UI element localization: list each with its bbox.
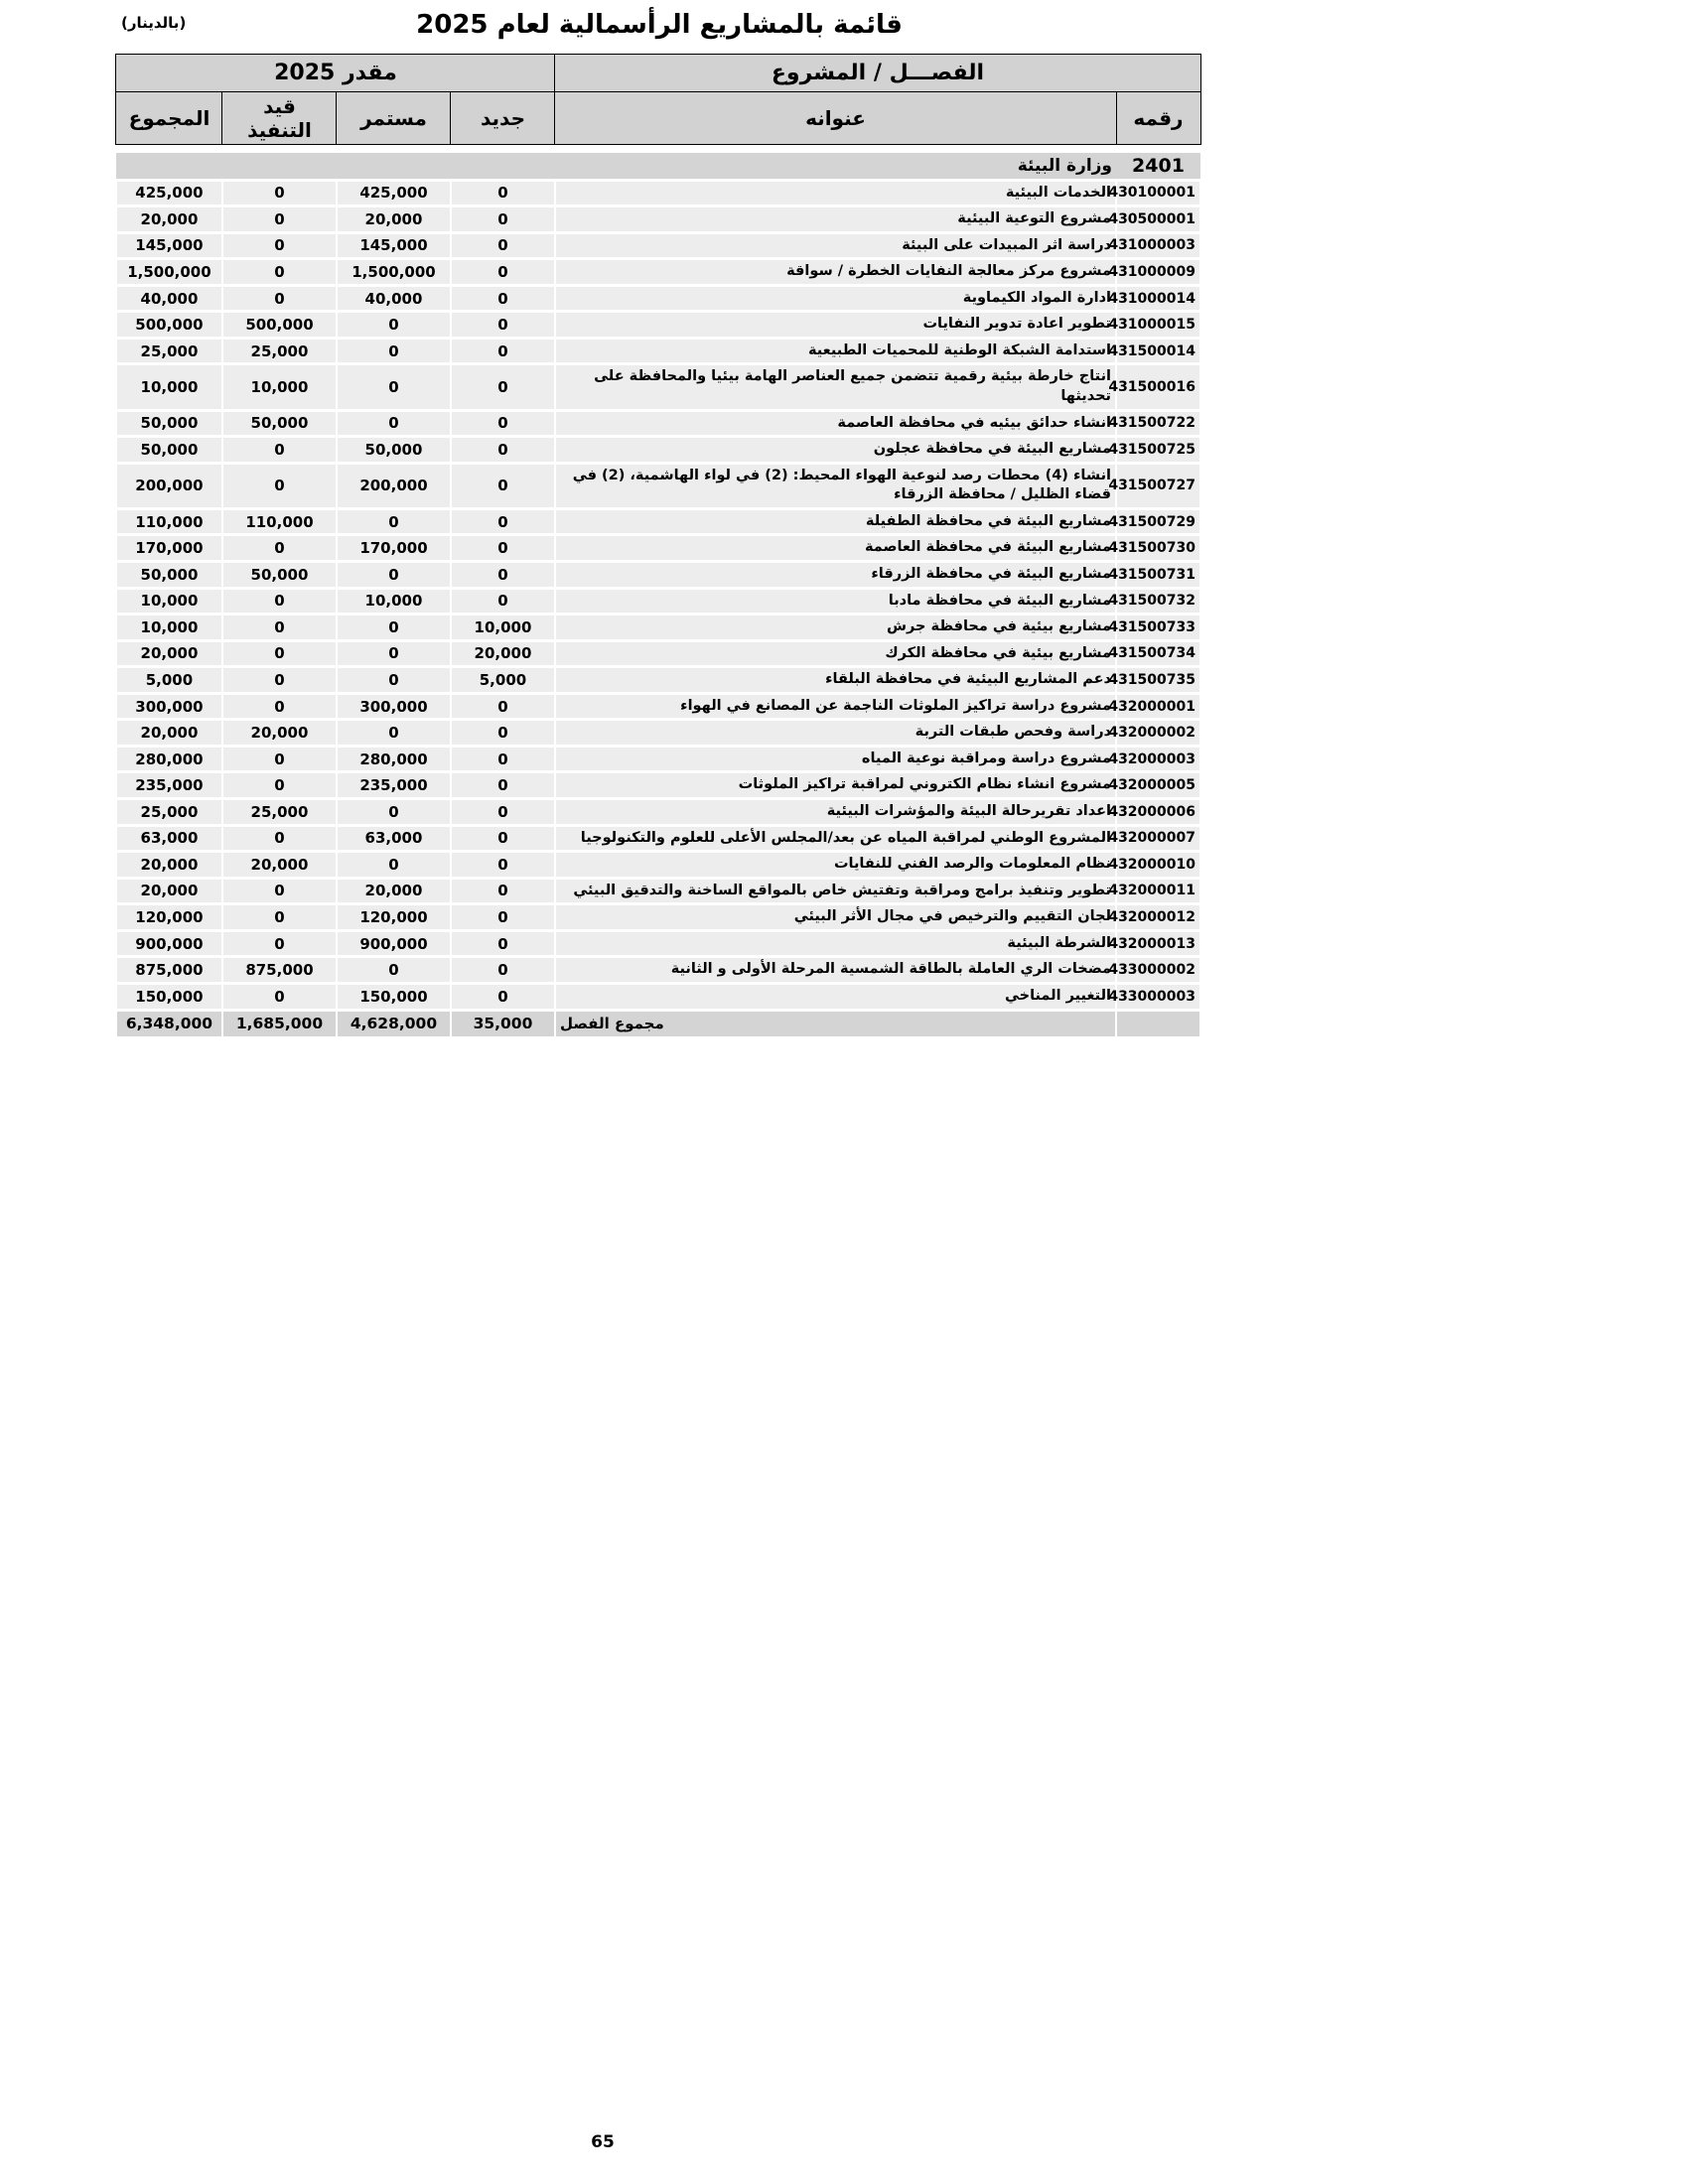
table-row [116, 693, 1200, 720]
cell-new: 0 [451, 772, 555, 799]
cell-continuing: 145,000 [337, 232, 451, 259]
cell-number: 431000003 [1116, 232, 1200, 259]
cell-number: 432000006 [1116, 799, 1200, 826]
cell-number: 432000010 [1116, 852, 1200, 879]
cell-inprogress: 20,000 [222, 852, 337, 879]
table-body [116, 180, 1200, 1010]
cell-continuing: 0 [337, 561, 451, 588]
col-header-continuing: مستمر [337, 92, 451, 145]
cell-continuing: 235,000 [337, 772, 451, 799]
cell-continuing: 20,000 [337, 206, 451, 233]
table-row [116, 746, 1200, 772]
chapter-number: 2401 [1116, 153, 1200, 181]
cell-number: 431500014 [1116, 338, 1200, 364]
total-row [116, 1010, 1200, 1036]
table-row [116, 285, 1200, 312]
cell-inprogress: 0 [222, 463, 337, 508]
cell-title: دعم المشاريع البيئية في محافظة البلقاء [555, 667, 1116, 694]
col-header-title: عنوانه [555, 92, 1116, 145]
page-title: قائمة بالمشاريع الرأسمالية لعام 2025 [416, 10, 903, 40]
cell-number: 431500732 [1116, 588, 1200, 614]
cell-title: مشروع التوعية البيئية [555, 206, 1116, 233]
cell-number: 431500731 [1116, 561, 1200, 588]
cell-total: 50,000 [116, 437, 222, 464]
cell-total: 20,000 [116, 852, 222, 879]
cell-title: مشاريع البيئة في محافظة العاصمة [555, 535, 1116, 562]
cell-title: مشاريع البيئة في محافظة الزرقاء [555, 561, 1116, 588]
cell-inprogress: 0 [222, 878, 337, 904]
total-section [116, 1010, 1200, 1036]
cell-new: 10,000 [451, 614, 555, 641]
cell-total: 10,000 [116, 614, 222, 641]
cell-inprogress: 0 [222, 640, 337, 667]
cell-continuing: 0 [337, 410, 451, 437]
table-row [116, 259, 1200, 286]
table-row [116, 667, 1200, 694]
cell-total: 25,000 [116, 799, 222, 826]
cell-total: 20,000 [116, 640, 222, 667]
cell-total: 50,000 [116, 561, 222, 588]
cell-title: استدامة الشبكة الوطنية للمحميات الطبيعية [555, 338, 1116, 364]
cell-number: 431500016 [1116, 364, 1200, 410]
cell-total: 875,000 [116, 957, 222, 984]
cell-title: اعداد تقريرحالة البيئة والمؤشرات البيئية [555, 799, 1116, 826]
cell-continuing: 200,000 [337, 463, 451, 508]
cell-title: مشاريع بيئية في محافظة جرش [555, 614, 1116, 641]
cell-total: 20,000 [116, 720, 222, 747]
cell-continuing: 170,000 [337, 535, 451, 562]
cell-continuing: 0 [337, 508, 451, 535]
cell-inprogress: 0 [222, 904, 337, 931]
cell-title: الشرطة البيئية [555, 930, 1116, 957]
cell-title: المشروع الوطني لمراقبة المياه عن بعد/المجلس الأعلى للعلوم والتكنولوجيا [555, 825, 1116, 852]
cell-continuing: 120,000 [337, 904, 451, 931]
cell-new: 0 [451, 957, 555, 984]
cell-title: مشروع دراسة ومراقبة نوعية المياه [555, 746, 1116, 772]
header-group-estimated: مقدر 2025 [116, 55, 555, 92]
cell-title: انشاء حدائق بيئيه في محافظة العاصمة [555, 410, 1116, 437]
cell-total: 5,000 [116, 667, 222, 694]
cell-continuing: 0 [337, 720, 451, 747]
cell-new: 0 [451, 259, 555, 286]
cell-inprogress: 0 [222, 693, 337, 720]
cell-total: 900,000 [116, 930, 222, 957]
cell-continuing: 0 [337, 640, 451, 667]
cell-total: 120,000 [116, 904, 222, 931]
cell-new: 0 [451, 904, 555, 931]
cell-title: ادارة المواد الكيماوية [555, 285, 1116, 312]
table-row [116, 983, 1200, 1010]
cell-number: 431500730 [1116, 535, 1200, 562]
cell-number: 432000007 [1116, 825, 1200, 852]
cell-continuing: 63,000 [337, 825, 451, 852]
chapter-row [116, 153, 1200, 181]
cell-number: 432000001 [1116, 693, 1200, 720]
cell-total: 235,000 [116, 772, 222, 799]
table-row [116, 312, 1200, 339]
col-header-number: رقمه [1116, 92, 1200, 145]
cell-total: 10,000 [116, 364, 222, 410]
cell-inprogress: 25,000 [222, 799, 337, 826]
cell-continuing: 0 [337, 799, 451, 826]
cell-title: دراسة اثر المبيدات على البيئة [555, 232, 1116, 259]
cell-new: 0 [451, 878, 555, 904]
cell-new: 0 [451, 535, 555, 562]
total-new: 35,000 [451, 1010, 555, 1036]
cell-new: 0 [451, 463, 555, 508]
cell-total: 170,000 [116, 535, 222, 562]
col-header-total: المجموع [116, 92, 222, 145]
cell-title: تطوير اعادة تدوير النفايات [555, 312, 1116, 339]
cell-continuing: 0 [337, 338, 451, 364]
cell-inprogress: 0 [222, 983, 337, 1010]
document-page [117, 10, 1201, 1036]
cell-new: 0 [451, 799, 555, 826]
cell-new: 0 [451, 338, 555, 364]
cell-inprogress: 0 [222, 930, 337, 957]
cell-inprogress: 0 [222, 535, 337, 562]
cell-title: نظام المعلومات والرصد الفني للنفايات [555, 852, 1116, 879]
cell-inprogress: 0 [222, 180, 337, 206]
cell-title: انتاج خارطة بيئية رقمية تتضمن جميع العناصر الهامة بيئيا والمحافظة على تحديثها [555, 364, 1116, 410]
cell-total: 20,000 [116, 206, 222, 233]
table-row [116, 825, 1200, 852]
cell-total: 150,000 [116, 983, 222, 1010]
cell-total: 20,000 [116, 878, 222, 904]
cell-inprogress: 0 [222, 588, 337, 614]
cell-new: 0 [451, 852, 555, 879]
cell-new: 0 [451, 232, 555, 259]
table-row [116, 588, 1200, 614]
cell-total: 300,000 [116, 693, 222, 720]
chapter-cell-continuing [337, 153, 451, 181]
table-header [116, 55, 1200, 145]
table-row [116, 561, 1200, 588]
cell-number: 431000009 [1116, 259, 1200, 286]
cell-continuing: 0 [337, 957, 451, 984]
header-group-chapter: الفصـــل / المشروع [555, 55, 1200, 92]
cell-continuing: 300,000 [337, 693, 451, 720]
cell-continuing: 0 [337, 667, 451, 694]
cell-inprogress: 10,000 [222, 364, 337, 410]
cell-number: 430500001 [1116, 206, 1200, 233]
cell-continuing: 10,000 [337, 588, 451, 614]
cell-new: 0 [451, 930, 555, 957]
col-header-inprogress: قيد التنفيذ [222, 92, 337, 145]
cell-inprogress: 50,000 [222, 410, 337, 437]
table-row [116, 640, 1200, 667]
cell-new: 0 [451, 364, 555, 410]
table-row [116, 878, 1200, 904]
cell-total: 40,000 [116, 285, 222, 312]
cell-title: مشروع دراسة تراكيز الملوثات الناجمة عن المصانع في الهواء [555, 693, 1116, 720]
table-row [116, 364, 1200, 410]
cell-number: 433000002 [1116, 957, 1200, 984]
cell-continuing: 280,000 [337, 746, 451, 772]
cell-total: 425,000 [116, 180, 222, 206]
cell-new: 0 [451, 206, 555, 233]
cell-inprogress: 0 [222, 206, 337, 233]
cell-total: 1,500,000 [116, 259, 222, 286]
cell-number: 433000003 [1116, 983, 1200, 1010]
cell-number: 432000011 [1116, 878, 1200, 904]
cell-title: انشاء (4) محطات رصد لنوعية الهواء المحيط: (2) في لواء الهاشمية، (2) في قضاء الظليل / محافظة الزرقاء [555, 463, 1116, 508]
cell-inprogress: 0 [222, 825, 337, 852]
cell-total: 63,000 [116, 825, 222, 852]
cell-number: 430100001 [1116, 180, 1200, 206]
cell-number: 432000003 [1116, 746, 1200, 772]
cell-new: 0 [451, 437, 555, 464]
cell-total: 500,000 [116, 312, 222, 339]
table-row [116, 206, 1200, 233]
page-number: 65 [591, 2132, 615, 2152]
currency-note: (بالدينار) [121, 14, 187, 32]
cell-number: 432000013 [1116, 930, 1200, 957]
cell-number: 431500733 [1116, 614, 1200, 641]
cell-continuing: 20,000 [337, 878, 451, 904]
table-row [116, 535, 1200, 562]
table-row [116, 720, 1200, 747]
cell-inprogress: 110,000 [222, 508, 337, 535]
total-inprogress: 1,685,000 [222, 1010, 337, 1036]
cell-inprogress: 0 [222, 285, 337, 312]
cell-number: 431500727 [1116, 463, 1200, 508]
cell-new: 0 [451, 825, 555, 852]
cell-inprogress: 500,000 [222, 312, 337, 339]
table-row [116, 508, 1200, 535]
col-header-new: جديد [451, 92, 555, 145]
cell-number: 431500734 [1116, 640, 1200, 667]
cell-inprogress: 0 [222, 746, 337, 772]
cell-total: 145,000 [116, 232, 222, 259]
cell-new: 0 [451, 720, 555, 747]
cell-new: 0 [451, 588, 555, 614]
cell-inprogress: 0 [222, 614, 337, 641]
cell-number: 431500729 [1116, 508, 1200, 535]
cell-new: 5,000 [451, 667, 555, 694]
cell-inprogress: 0 [222, 667, 337, 694]
cell-inprogress: 0 [222, 437, 337, 464]
table-row [116, 904, 1200, 931]
table-row [116, 410, 1200, 437]
cell-inprogress: 25,000 [222, 338, 337, 364]
cell-inprogress: 50,000 [222, 561, 337, 588]
cell-new: 0 [451, 285, 555, 312]
cell-number: 432000012 [1116, 904, 1200, 931]
cell-title: مشاريع البيئة في محافظة مادبا [555, 588, 1116, 614]
header-group-row [116, 55, 1200, 92]
cell-title: مضخات الري العاملة بالطاقة الشمسية المرحلة الأولى و الثانية [555, 957, 1116, 984]
cell-number: 431500725 [1116, 437, 1200, 464]
cell-title: الخدمات البيئية [555, 180, 1116, 206]
table-row [116, 772, 1200, 799]
cell-continuing: 1,500,000 [337, 259, 451, 286]
cell-continuing: 50,000 [337, 437, 451, 464]
cell-title: تطوير وتنفيذ برامج ومراقبة وتفتيش خاص بالمواقع الساخنة والتدقيق البيئي [555, 878, 1116, 904]
header-columns-row [116, 92, 1200, 145]
table-row [116, 180, 1200, 206]
table-row [116, 232, 1200, 259]
table-row [116, 852, 1200, 879]
projects-table [115, 54, 1201, 1036]
chapter-title: وزارة البيئة [555, 153, 1116, 181]
cell-number: 432000005 [1116, 772, 1200, 799]
cell-total: 280,000 [116, 746, 222, 772]
cell-inprogress: 0 [222, 232, 337, 259]
cell-continuing: 0 [337, 312, 451, 339]
cell-total: 200,000 [116, 463, 222, 508]
header-spacer [116, 145, 1200, 153]
cell-new: 0 [451, 508, 555, 535]
cell-new: 0 [451, 561, 555, 588]
cell-new: 0 [451, 180, 555, 206]
cell-number: 431000014 [1116, 285, 1200, 312]
cell-total: 50,000 [116, 410, 222, 437]
table-row [116, 957, 1200, 984]
cell-inprogress: 0 [222, 772, 337, 799]
cell-title: دراسة وفحص طبقات التربة [555, 720, 1116, 747]
cell-title: لجان التقييم والترخيص في مجال الأثر البيئي [555, 904, 1116, 931]
cell-new: 0 [451, 746, 555, 772]
cell-total: 25,000 [116, 338, 222, 364]
total-total: 6,348,000 [116, 1010, 222, 1036]
cell-inprogress: 20,000 [222, 720, 337, 747]
cell-continuing: 900,000 [337, 930, 451, 957]
cell-title: مشروع انشاء نظام الكتروني لمراقبة تراكيز الملوثات [555, 772, 1116, 799]
cell-new: 0 [451, 410, 555, 437]
cell-continuing: 425,000 [337, 180, 451, 206]
cell-inprogress: 875,000 [222, 957, 337, 984]
cell-number: 431000015 [1116, 312, 1200, 339]
cell-number: 431500735 [1116, 667, 1200, 694]
cell-title: مشاريع بيئية في محافظة الكرك [555, 640, 1116, 667]
cell-title: مشاريع البيئة في محافظة الطفيلة [555, 508, 1116, 535]
cell-continuing: 150,000 [337, 983, 451, 1010]
table-row [116, 614, 1200, 641]
cell-new: 0 [451, 693, 555, 720]
cell-title: مشروع مركز معالجة النفايات الخطرة / سواقة [555, 259, 1116, 286]
chapter-cell-total [116, 153, 222, 181]
cell-new: 20,000 [451, 640, 555, 667]
total-continuing: 4,628,000 [337, 1010, 451, 1036]
cell-title: التغيير المناخي [555, 983, 1116, 1010]
cell-inprogress: 0 [222, 259, 337, 286]
cell-title: مشاريع البيئة في محافظة عجلون [555, 437, 1116, 464]
cell-number: 431500722 [1116, 410, 1200, 437]
table-row [116, 338, 1200, 364]
cell-continuing: 0 [337, 614, 451, 641]
total-cell-number [1116, 1010, 1200, 1036]
total-label: مجموع الفصل [555, 1010, 1116, 1036]
table-row [116, 463, 1200, 508]
table-row [116, 930, 1200, 957]
cell-number: 432000002 [1116, 720, 1200, 747]
chapter-cell-inprogress [222, 153, 337, 181]
chapter-section [116, 145, 1200, 181]
chapter-cell-new [451, 153, 555, 181]
cell-total: 10,000 [116, 588, 222, 614]
cell-continuing: 0 [337, 364, 451, 410]
cell-total: 110,000 [116, 508, 222, 535]
cell-continuing: 40,000 [337, 285, 451, 312]
cell-new: 0 [451, 983, 555, 1010]
cell-new: 0 [451, 312, 555, 339]
table-row [116, 799, 1200, 826]
cell-continuing: 0 [337, 852, 451, 879]
table-row [116, 437, 1200, 464]
